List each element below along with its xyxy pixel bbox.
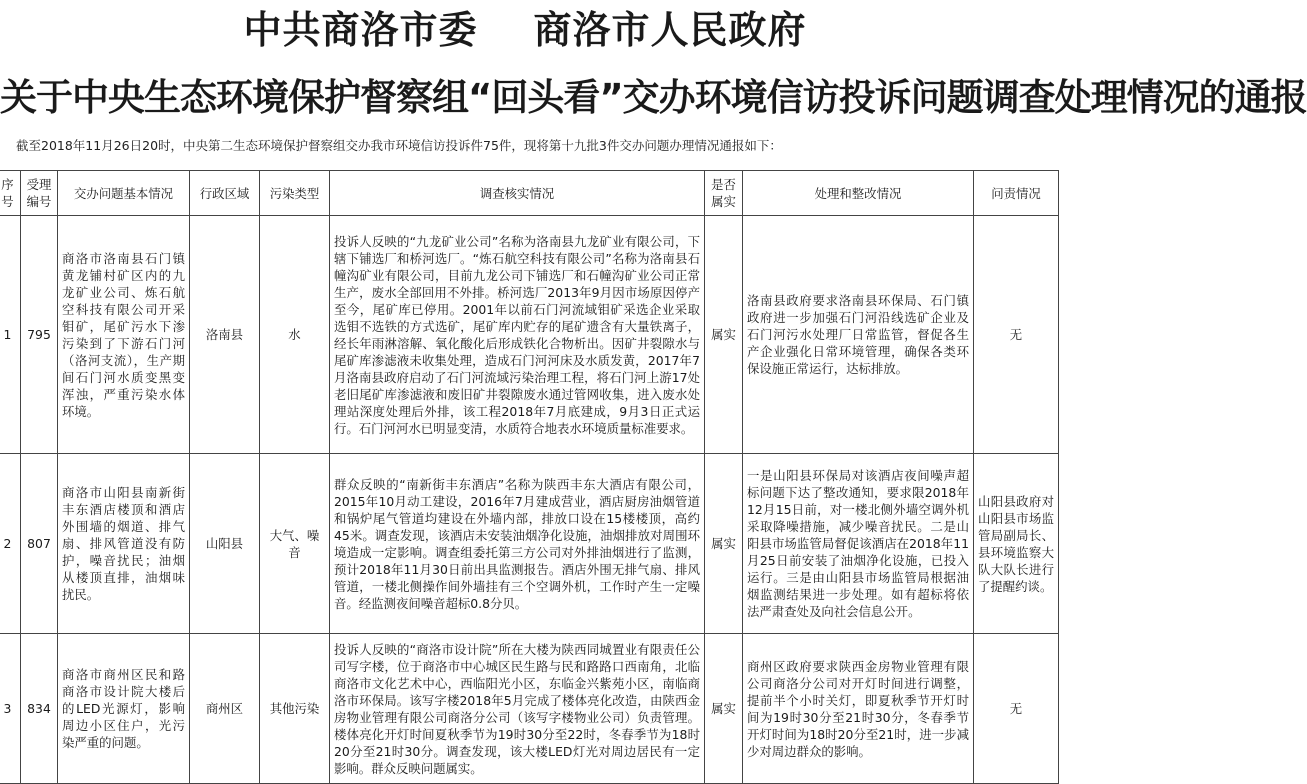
issuer-city-government: 商洛市人民政府 — [533, 8, 807, 52]
cell-pollution: 水 — [260, 216, 330, 454]
cell-case-no: 807 — [21, 454, 58, 634]
col-header-rectification: 处理和整改情况 — [743, 171, 974, 216]
cell-no: 2 — [0, 454, 21, 634]
cell-region: 山阳县 — [190, 454, 260, 634]
cell-investigation: 投诉人反映的“商洛市设计院”所在大楼为陕西同城置业有限责任公司写字楼，位于商洛市中心城区民生路与民和路路口西南角，北临商洛市文化艺术中心，西临阳光小区，东临金兴紫苑小区，南临商洛市环保局。该写字楼2018年5月完成了楼体亮化改造，由陕西金房物业管理有限公司商洛分公司（该写字楼物业公司）负责管理。楼体亮化开灯时间夏秋季节为19时30分至22时，冬春季节为18时20分至21时30分。调查发现，该大楼LED灯光对周边居民有一定影响。群众反映问题属实。 — [330, 634, 705, 784]
cell-pollution: 大气、噪音 — [260, 454, 330, 634]
col-header-issue: 交办问题基本情况 — [58, 171, 190, 216]
intro-paragraph: 截至2018年11月26日20时，中央第二生态环境保护督察组交办我市环境信访投诉件75件，现将第十九批3件交办问题办理情况通报如下： — [16, 138, 782, 153]
cell-issue: 商洛市商州区民和路商洛市设计院大楼后的LED光源灯，影响周边小区住户，光污染严重的问题。 — [58, 634, 190, 784]
cell-investigation: 群众反映的“南新街丰东酒店”名称为陕西丰东大酒店有限公司，2015年10月动工建设，2016年7月建成营业，酒店厨房油烟管道和锅炉尾气管道均建设在外墙内部，排放口设在15楼楼顶，高约45米。调查发现，该酒店未安装油烟净化设施，油烟排放对周围环境造成一定影响。调查组委托第三方公司对外排油烟进行了监测，预计2018年11月30日前出具监测报告。酒店外围无排气扇、排风管道，一楼北侧操作间外墙挂有三个空调外机，工作时产生一定噪音。经监测夜间噪音超标0.8分贝。 — [330, 454, 705, 634]
table-row — [0, 454, 1059, 634]
cell-verified: 属实 — [705, 634, 743, 784]
cell-case-no: 795 — [21, 216, 58, 454]
cell-accountability: 山阳县政府对山阳县市场监管局副局长、县环境监察大队大队长进行了提醒约谈。 — [974, 454, 1059, 634]
table-row — [0, 216, 1059, 454]
col-header-no: 序号 — [0, 171, 21, 216]
issuer-heading — [0, 4, 1050, 56]
bulletin-title: 关于中央生态环境保护督察组“回头看”交办环境信访投诉问题调查处理情况的通报 — [0, 76, 1307, 119]
cell-issue: 商洛市洛南县石门镇黄龙铺村矿区内的九龙矿业公司、炼石航空科技有限公司开采钼矿，尾矿污水下渗污染到了下游石门河（洛河支流），生产期间石门河水质变黑变浑浊，严重污染水体环境。 — [58, 216, 190, 454]
cell-issue: 商洛市山阳县南新街丰东酒店楼顶和酒店外围墙的烟道、排气扇、排风管道没有防护，噪音扰民；油烟从楼顶直排，油烟味扰民。 — [58, 454, 190, 634]
col-header-case-no: 受理编号 — [21, 171, 58, 216]
cell-verified: 属实 — [705, 454, 743, 634]
cell-rectification: 一是山阳县环保局对该酒店夜间噪声超标问题下达了整改通知，要求限2018年12月15日前，对一楼北侧外墙空调外机采取降噪措施，减少噪音扰民。二是山阳县市场监管局督促该酒店在2018年11月25日前安装了油烟净化设施，已投入运行。三是由山阳县市场监管局根据油烟监测结果进一步处理。如有超标将依法严肃查处及向社会信息公开。 — [743, 454, 974, 634]
cell-accountability: 无 — [974, 216, 1059, 454]
cell-rectification: 洛南县政府要求洛南县环保局、石门镇政府进一步加强石门河沿线选矿企业及石门河污水处理厂日常监管，督促各生产企业强化日常环境管理，确保各类环保设施正常运行，达标排放。 — [743, 216, 974, 454]
cell-case-no: 834 — [21, 634, 58, 784]
cell-investigation: 投诉人反映的“九龙矿业公司”名称为洛南县九龙矿业有限公司，下辖下铺选厂和桥河选厂。“炼石航空科技有限公司”名称为洛南县石幢沟矿业有限公司，目前九龙公司下铺选厂和石幢沟矿业公司正常生产，废水全部回用不外排。桥河选厂2013年9月因市场原因停产至今，尾矿库已停用。2001年以前石门河流域钼矿采选企业采取选钼不选铁的方式选矿，尾矿库内贮存的尾矿遗含有大量铁离子，经长年雨淋溶解、氧化酸化后形成铁化合物析出。因矿井裂隙水与尾矿库渗滤液未收集处理，造成石门河河床及水质发黄，2017年7月洛南县政府启动了石门河流域污染治理工程，将石门河上游17处老旧尾矿库渗滤液和废旧矿井裂隙废水通过管网收集，进入废水处理站深度处理后外排，该工程2018年7月底建成，9月3日正式运行。石门河河水已明显变清，水质符合地表水环境质量标准要求。 — [330, 216, 705, 454]
col-header-accountability: 问责情况 — [974, 171, 1059, 216]
cell-pollution: 其他污染 — [260, 634, 330, 784]
col-header-verified: 是否属实 — [705, 171, 743, 216]
issuer-party-committee: 中共商洛市委 — [243, 8, 478, 52]
cell-accountability: 无 — [974, 634, 1059, 784]
table-header-row — [0, 171, 1059, 216]
cell-no: 3 — [0, 634, 21, 784]
table-row — [0, 634, 1059, 784]
col-header-pollution: 污染类型 — [260, 171, 330, 216]
col-header-region: 行政区域 — [190, 171, 260, 216]
complaint-table — [0, 170, 1059, 784]
cell-no: 1 — [0, 216, 21, 454]
cell-region: 洛南县 — [190, 216, 260, 454]
cell-verified: 属实 — [705, 216, 743, 454]
cell-rectification: 商州区政府要求陕西金房物业管理有限公司商洛分公司对开灯时间进行调整，提前半个小时关灯，即夏秋季节开灯时间为19时30分至21时30分，冬春季节开灯时间为18时20分至21时，进一步减少对周边群众的影响。 — [743, 634, 974, 784]
cell-region: 商州区 — [190, 634, 260, 784]
col-header-investigation: 调查核实情况 — [330, 171, 705, 216]
